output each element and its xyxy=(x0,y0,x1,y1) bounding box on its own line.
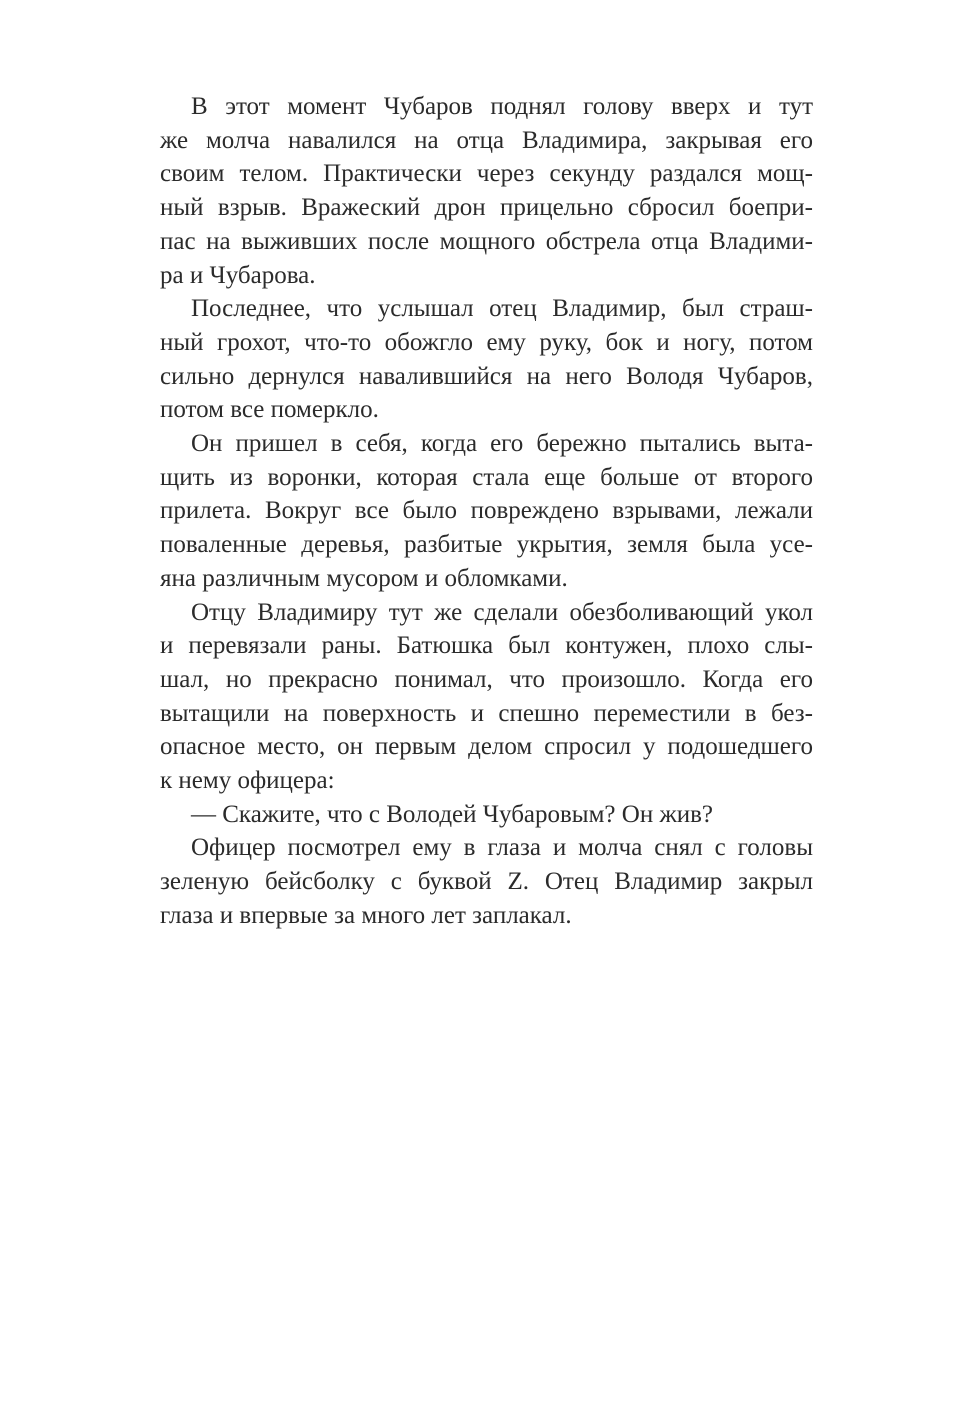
paragraph xyxy=(160,427,813,596)
text-line: щить из воронки, которая стала еще больше от второго xyxy=(160,463,813,491)
text-line: потом все померкло. xyxy=(160,396,379,424)
paragraph xyxy=(160,90,813,292)
text-line: к нему офицера: xyxy=(160,767,335,795)
text-line: Последнее, что услышал отец Владимир, был страш- xyxy=(191,295,813,323)
text-line: опасное место, он первым делом спросил у подошедшего xyxy=(160,733,813,761)
text-line: своим телом. Практически через секунду раздался мощ- xyxy=(160,160,813,188)
text-line: шал, но прекрасно понимал, что произошло. Когда его xyxy=(160,665,813,693)
text-line: сильно дернулся навалившийся на него Володя Чубаров, xyxy=(160,362,813,390)
text-line: ра и Чубарова. xyxy=(160,261,316,289)
text-line: и перевязали раны. Батюшка был контужен, плохо слы- xyxy=(160,632,813,660)
text-line: ный взрыв. Вражеский дрон прицельно сбросил боепри- xyxy=(160,194,813,222)
text-line: пас на выживших после мощного обстрела отца Владими- xyxy=(160,227,813,255)
text-line: яна различным мусором и обломками. xyxy=(160,564,568,592)
text-block xyxy=(160,90,813,933)
text-line: В этот момент Чубаров поднял голову вверх и тут xyxy=(191,93,813,120)
text-line: же молча навалился на отца Владимира, закрывая его xyxy=(160,126,813,154)
paragraph xyxy=(160,292,813,427)
paragraph xyxy=(160,798,813,832)
text-line: Отцу Владимиру тут же сделали обезболивающий укол xyxy=(191,598,813,626)
text-line: поваленные деревья, разбитые укрытия, земля была усе- xyxy=(160,531,813,559)
text-line: вытащили на поверхность и спешно переместили в без- xyxy=(160,699,813,727)
text-line: зеленую бейсболку с буквой Z. Отец Владимир закрыл xyxy=(160,868,813,896)
paragraph xyxy=(160,596,813,798)
text-line: глаза и впервые за много лет заплакал. xyxy=(160,901,572,929)
text-line: Он пришел в себя, когда его бережно пытались выта- xyxy=(191,430,813,458)
text-line: — Скажите, что с Володей Чубаровым? Он жив? xyxy=(191,800,714,828)
text-line: ный грохот, что-то обожгло ему руку, бок и ногу, потом xyxy=(160,328,813,356)
text-line: Офицер посмотрел ему в глаза и молча снял с головы xyxy=(191,834,813,862)
text-line: прилета. Вокруг все было повреждено взрывами, лежали xyxy=(160,497,813,525)
paragraph xyxy=(160,831,813,932)
